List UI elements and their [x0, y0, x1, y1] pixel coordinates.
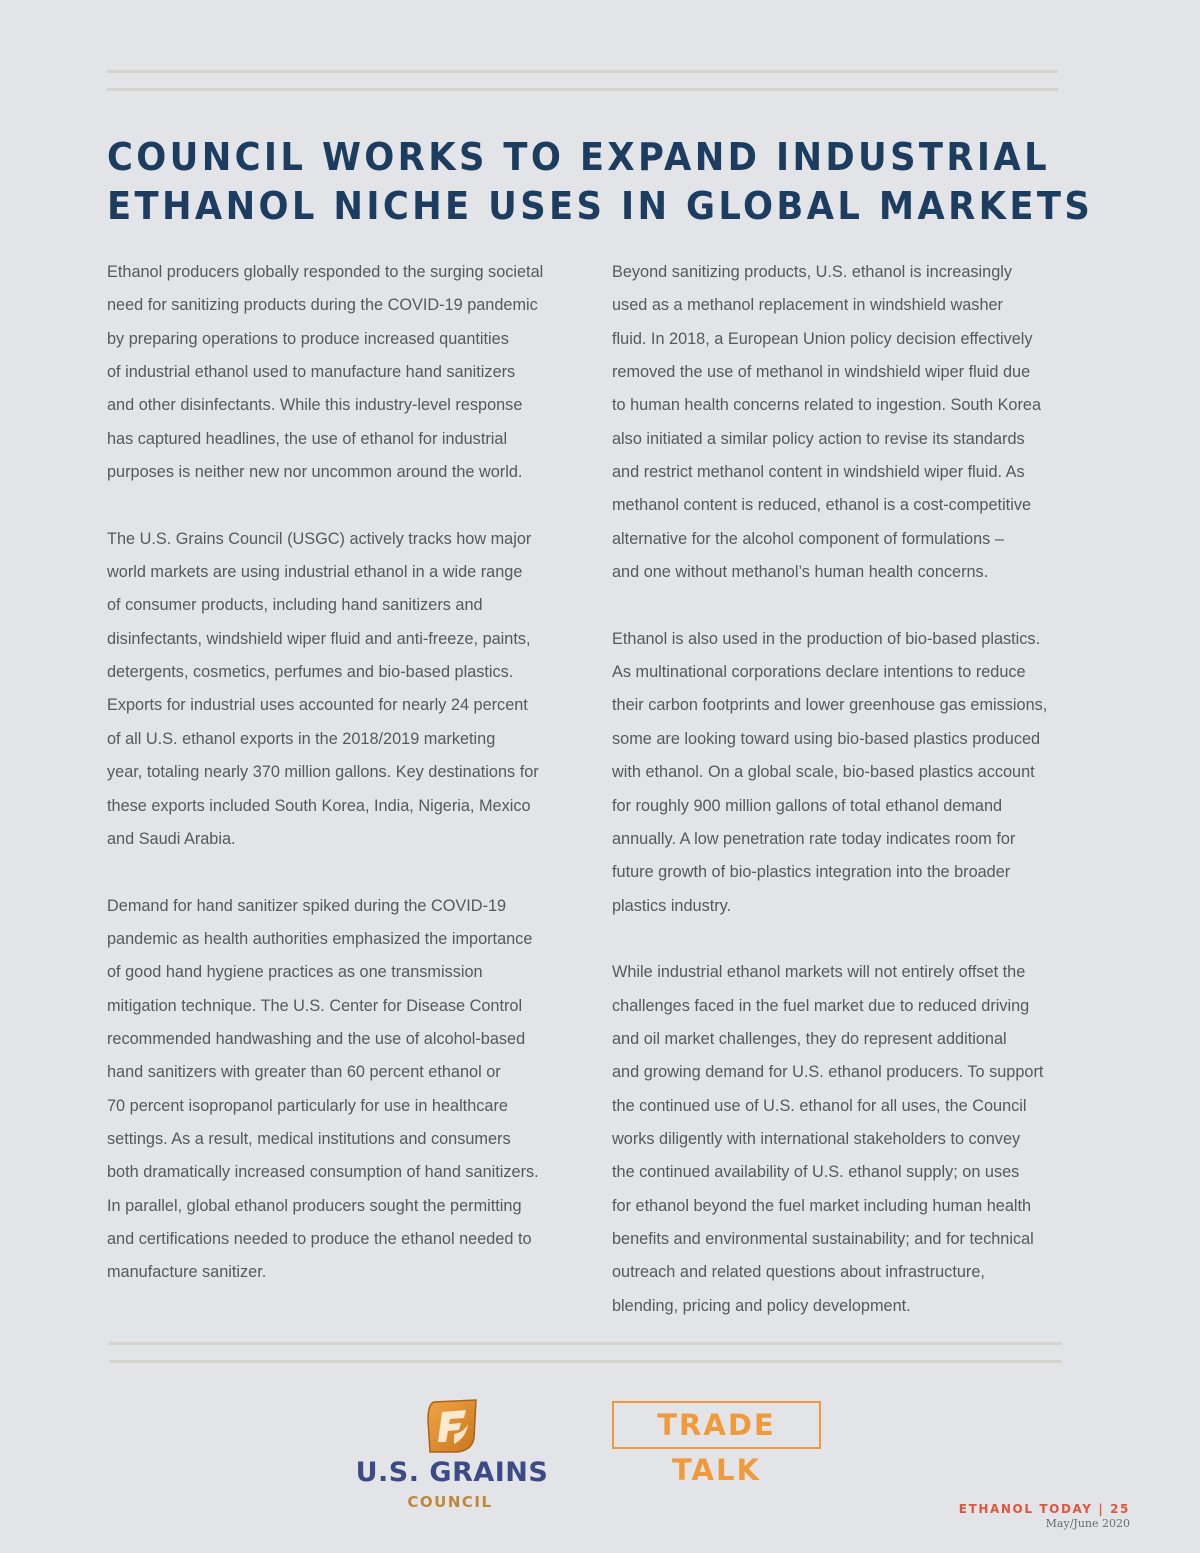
text-line: purposes is neither new nor uncommon around the world. [107, 463, 523, 482]
text-line: of all U.S. ethanol exports in the 2018/2019 marketing [107, 729, 496, 748]
text-line: In parallel, global ethanol producers sought the permitting [107, 1196, 522, 1215]
text-line: of consumer products, including hand sanitizers and [107, 596, 483, 615]
text-line: alternative for the alcohol component of formulations – [612, 529, 1004, 548]
usgc-logo [352, 1398, 552, 1518]
text-line: future growth of bio-plastics integration into the broader [612, 863, 1011, 882]
logo-name: U.S. GRAINS [355, 1457, 549, 1488]
text-line: and restrict methanol content in windshield wiper fluid. As [612, 463, 1025, 482]
paragraph [612, 956, 1082, 1323]
issue-date: May/June 2020 [1045, 1517, 1130, 1530]
text-line: hand sanitizers with greater than 60 percent ethanol or [107, 1063, 501, 1082]
paragraph [107, 890, 577, 1290]
text-line: 70 percent isopropanol particularly for use in healthcare [107, 1096, 508, 1115]
text-line: pandemic as health authorities emphasized the importance [107, 929, 533, 948]
title-line: COUNCIL WORKS TO EXPAND INDUSTRIAL [107, 135, 1050, 179]
text-line: methanol content is reduced, ethanol is a cost-competitive [612, 496, 1032, 515]
text-line: disinfectants, windshield wiper fluid and anti-freeze, paints, [107, 629, 531, 648]
text-line: need for sanitizing products during the COVID-19 pandemic [107, 296, 538, 315]
text-line: Beyond sanitizing products, U.S. ethanol is increasingly [612, 263, 1013, 281]
text-line: settings. As a result, medical institutions and consumers [107, 1129, 511, 1148]
text-line: fluid. In 2018, a European Union policy decision effectively [612, 329, 1033, 348]
text-line: for ethanol beyond the fuel market including human health [612, 1196, 1032, 1215]
logo-subtitle: COUNCIL [407, 1493, 493, 1511]
top-rule-1 [107, 70, 1058, 73]
article-title [107, 133, 1094, 231]
paragraph [107, 256, 577, 489]
top-rule-2 [107, 88, 1058, 91]
text-line: Ethanol producers globally responded to the surging societal [107, 263, 544, 281]
text-line: Ethanol is also used in the production of bio-based plastics. [612, 629, 1041, 648]
text-line: and certifications needed to produce the ethanol needed to [107, 1229, 532, 1248]
page-footer [959, 1502, 1130, 1530]
text-line: annually. A low penetration rate today indicates room for [612, 829, 1016, 848]
section-tag-trade-talk: TRADE TALK [612, 1401, 821, 1449]
text-line: to human health concerns related to ingestion. South Korea [612, 396, 1042, 415]
text-line: detergents, cosmetics, perfumes and bio-based plastics. [107, 663, 514, 682]
title-line: ETHANOL NICHE USES IN GLOBAL MARKETS [107, 184, 1094, 228]
text-line: for roughly 900 million gallons of total ethanol demand [612, 796, 1003, 815]
text-line: of good hand hygiene practices as one transmission [107, 963, 483, 982]
text-line: year, totaling nearly 370 million gallons. Key destinations for [107, 763, 539, 782]
text-line: works diligently with international stakeholders to convey [612, 1129, 1021, 1148]
usgc-logo-mark-icon [424, 1398, 480, 1454]
text-line: manufacture sanitizer. [107, 1263, 267, 1282]
text-line: and one without methanol’s human health concerns. [612, 563, 989, 582]
text-line: mitigation technique. The U.S. Center for Disease Control [107, 996, 523, 1015]
text-line: recommended handwashing and the use of alcohol-based [107, 1029, 526, 1048]
text-line: has captured headlines, the use of ethanol for industrial [107, 429, 508, 448]
text-line: While industrial ethanol markets will not entirely offset the [612, 963, 1026, 982]
paragraph [612, 256, 1082, 589]
text-line: The U.S. Grains Council (USGC) actively tracks how major [107, 529, 532, 548]
text-line: also initiated a similar policy action to revise its standards [612, 429, 1025, 448]
paragraph [107, 523, 577, 856]
text-line: outreach and related questions about infrastructure, [612, 1263, 985, 1282]
text-line: world markets are using industrial ethanol in a wide range [107, 563, 523, 582]
text-line: Demand for hand sanitizer spiked during the COVID-19 [107, 896, 507, 915]
text-line: some are looking toward using bio-based plastics produced [612, 729, 1041, 748]
bottom-rule-1 [109, 1342, 1062, 1345]
text-line: Exports for industrial uses accounted for nearly 24 percent [107, 696, 528, 715]
bottom-rule-2 [109, 1360, 1062, 1363]
text-line: and oil market challenges, they do represent additional [612, 1029, 1007, 1048]
text-line: the continued availability of U.S. ethanol supply; on uses [612, 1163, 1020, 1182]
text-line: As multinational corporations declare intentions to reduce [612, 663, 1026, 682]
text-line: benefits and environmental sustainability; and for technical [612, 1229, 1034, 1248]
paragraph [612, 623, 1082, 923]
text-line: plastics industry. [612, 896, 732, 915]
magazine-page-label: ETHANOL TODAY | 25 [958, 1502, 1130, 1516]
text-line: used as a methanol replacement in windshield washer [612, 296, 1003, 315]
text-line: challenges faced in the fuel market due to reduced driving [612, 996, 1030, 1015]
text-line: and Saudi Arabia. [107, 829, 236, 848]
text-line: with ethanol. On a global scale, bio-based plastics account [612, 763, 1035, 782]
text-line: removed the use of methanol in windshield wiper fluid due [612, 363, 1031, 382]
text-line: blending, pricing and policy development. [612, 1296, 911, 1315]
text-line: the continued use of U.S. ethanol for all uses, the Council [612, 1096, 1027, 1115]
left-column [107, 256, 577, 1323]
right-column [612, 256, 1082, 1356]
text-line: by preparing operations to produce increased quantities [107, 329, 509, 348]
text-line: their carbon footprints and lower greenhouse gas emissions, [612, 696, 1048, 715]
text-line: and growing demand for U.S. ethanol producers. To support [612, 1063, 1044, 1082]
text-line: and other disinfectants. While this industry-level response [107, 396, 523, 415]
text-line: both dramatically increased consumption of hand sanitizers. [107, 1163, 539, 1182]
text-line: these exports included South Korea, India, Nigeria, Mexico [107, 796, 531, 815]
text-line: of industrial ethanol used to manufacture hand sanitizers [107, 363, 516, 382]
